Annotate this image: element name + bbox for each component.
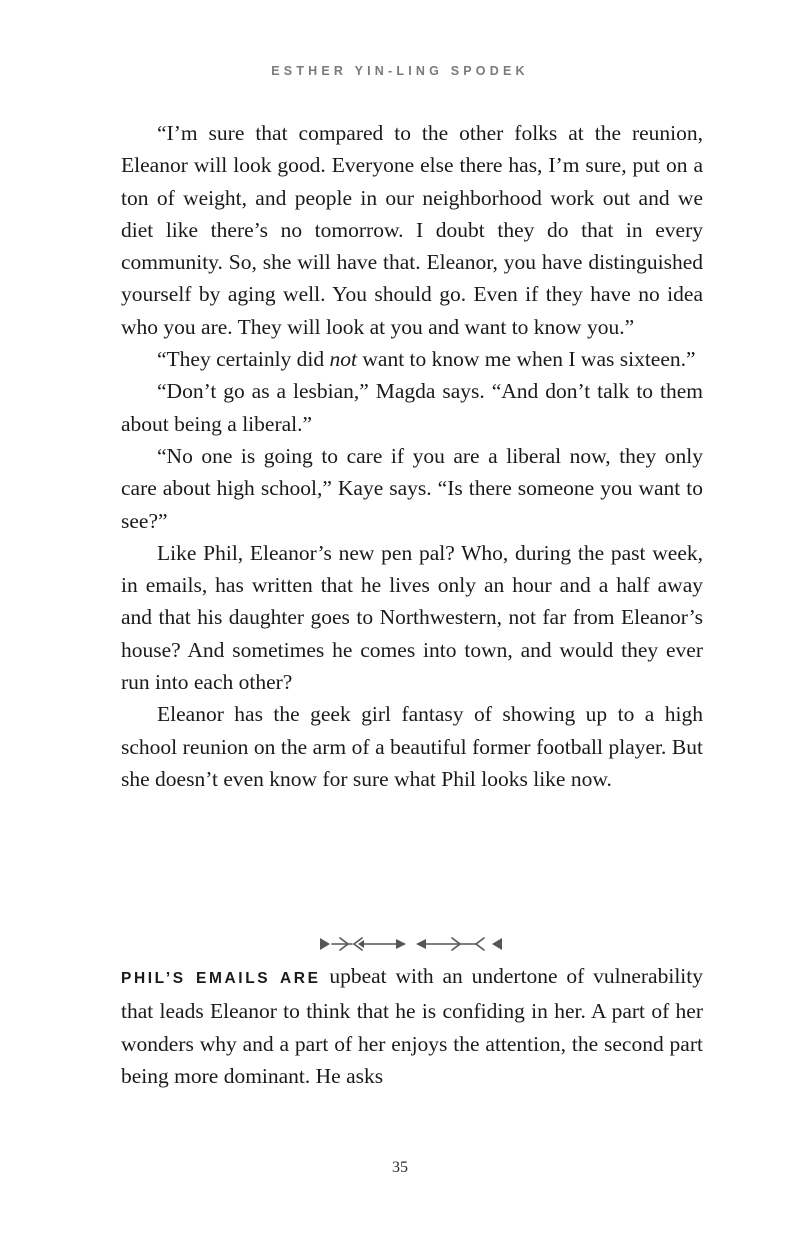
- paragraph-5: Like Phil, Eleanor’s new pen pal? Who, during the past week, in emails, has written that he lives only an hour and a half away and that his daughter goes to Northwestern, not far from Eleanor’s house? And sometimes he comes into town, and would they ever run into each other?: [121, 540, 703, 695]
- paragraph-2-start: “They certainly did: [157, 347, 330, 372]
- running-head: ESTHER YIN-LING SPODEK: [271, 64, 529, 78]
- paragraph-1: “I’m sure that compared to the other folks at the reunion, Eleanor will look good. Everyone else there has, I’m sure, put on a ton of weight, and people in our neighborhood work out and we diet like there’s no tomorrow. I doubt they do that in every community. So, she will have that. Eleanor, you have distinguished yourself by aging well. You should go. Even if they have no idea who you are. They will look at you and want to know you.”: [121, 121, 703, 339]
- paragraph-2-emphasis: not: [329, 347, 358, 372]
- section-opening-text: upbeat with an undertone of vulnerability that leads Eleanor to think that he is confiding in her. A part of her wonders why and a part of her enjoys the attention, the second part being more dominant. He asks: [121, 964, 703, 1088]
- paragraph-2-end: want to know me when I was sixteen.”: [357, 347, 696, 372]
- paragraph-4: “No one is going to care if you are a liberal now, they only care about high school,” Kaye says. “Is there someone you want to see?”: [121, 443, 703, 533]
- section-opening-paragraph: [121, 960, 703, 1092]
- page-number: 35: [392, 1159, 408, 1176]
- arrow-divider-ornament-icon: [318, 934, 504, 954]
- body-text-top: [121, 117, 703, 795]
- paragraph-3: “Don’t go as a lesbian,” Magda says. “And don’t talk to them about being a liberal.”: [121, 379, 703, 436]
- paragraph-2: [121, 343, 703, 375]
- section-lead-in: PHIL’S EMAILS ARE: [121, 970, 321, 987]
- body-text-bottom: [121, 960, 703, 1092]
- paragraph-6: Eleanor has the geek girl fantasy of showing up to a high school reunion on the arm of a beautiful former football player. But she doesn’t even know for sure what Phil looks like now.: [121, 702, 703, 791]
